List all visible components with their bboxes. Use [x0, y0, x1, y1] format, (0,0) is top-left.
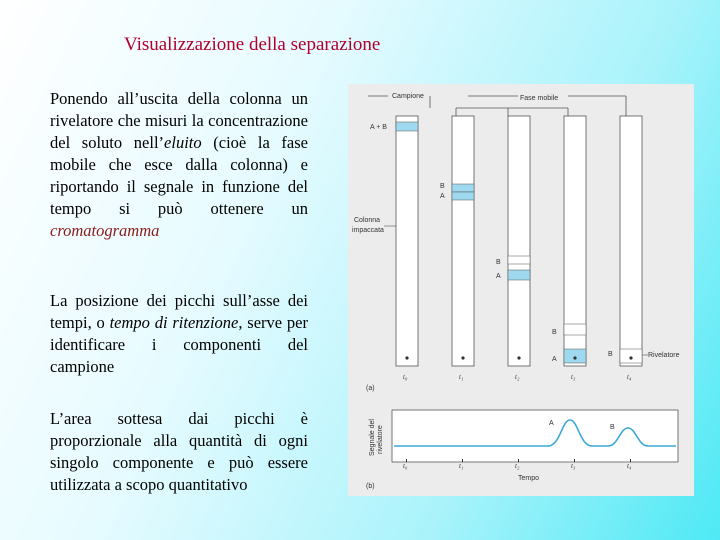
- time-label-b-t3: t₃: [571, 462, 576, 470]
- time-label-a-t4: t₄: [627, 373, 632, 381]
- label-a-t3: A: [552, 356, 557, 363]
- time-label-b-t0: t₀: [403, 462, 408, 470]
- label-a-t1: A: [440, 193, 445, 200]
- time-label-a-t3: t₃: [571, 373, 576, 381]
- panel-b-label: (b): [366, 483, 375, 490]
- axis-label-signal-1: Segnale del: [369, 419, 376, 456]
- columns: [396, 116, 642, 366]
- label-b-t4: B: [608, 351, 613, 358]
- paragraph-retention-time: [50, 290, 308, 378]
- detector-points: [405, 356, 632, 359]
- paragraph-2-segment: tempo di ritenzione: [109, 313, 239, 332]
- label-ab: A + B: [370, 124, 387, 131]
- time-label-a-t1: t₁: [459, 373, 464, 381]
- time-label-b-t1: t₁: [459, 462, 464, 470]
- axis-label-signal-2: rivelatore: [377, 425, 384, 454]
- band-b-t2: [508, 256, 530, 264]
- axis-label-time: Tempo: [518, 475, 540, 482]
- label-packed-column-2: impaccata: [352, 227, 384, 234]
- chromatogram-frame: [392, 410, 678, 462]
- band-a-t2: [508, 270, 530, 280]
- column-t1: [452, 116, 474, 366]
- time-label-b-t4: t₄: [627, 462, 632, 470]
- band-b-t1: [452, 184, 474, 192]
- band-a-t3: [564, 349, 586, 363]
- paragraph-peak-area: [50, 408, 308, 496]
- band-ab: [396, 122, 418, 131]
- label-sample: Campione: [392, 93, 424, 100]
- paragraph-2-segment: La posizione dei picchi sull’asse dei tempi, o: [50, 291, 308, 332]
- time-label-a-t2: t₂: [515, 373, 520, 381]
- time-label-a-t0: t₀: [403, 373, 408, 381]
- paragraph-1-segment: Ponendo all’uscita della colonna un rivelatore che misuri la concentrazione del soluto nell’: [50, 89, 308, 152]
- label-detector: Rivelatore: [648, 352, 680, 359]
- band-b-t4: [620, 349, 642, 363]
- label-b-t1: B: [440, 183, 445, 190]
- paragraph-1-segment: (cioè la fase mobile che esce dalla colonna) e riportando il segnale in funzione del tempo si può ottenere un: [50, 133, 308, 218]
- label-mobile-phase: Fase mobile: [520, 95, 559, 102]
- peak-label-a: A: [549, 420, 554, 427]
- paragraph-1-segment: cromatogramma: [50, 221, 160, 240]
- paragraph-2-segment: , serve per identificare i componenti del campione: [50, 313, 308, 376]
- chromatography-figure: [348, 84, 694, 496]
- slide-title: Visualizzazione della separazione: [124, 34, 381, 55]
- time-label-b-t2: t₂: [515, 462, 520, 470]
- paragraph-detector: [50, 88, 308, 242]
- label-b-t2: B: [496, 259, 501, 266]
- paragraph-3-segment: L’area sottesa dai picchi è proporzionale alla quantità di ogni singolo componente e può essere utilizzata a scopo quantitativo: [50, 409, 308, 494]
- label-a-t2: A: [496, 273, 501, 280]
- column-t4: [620, 116, 642, 366]
- band-b-t3: [564, 324, 586, 335]
- band-a-t1: [452, 192, 474, 200]
- column-t0: [396, 116, 418, 366]
- column-t2: [508, 116, 530, 366]
- panel-a-label: (a): [366, 385, 375, 392]
- label-b-t3: B: [552, 329, 557, 336]
- label-packed-column-1: Colonna: [354, 217, 381, 224]
- chromatography-diagram: [348, 84, 694, 496]
- paragraph-1-segment: eluito: [164, 133, 202, 152]
- peak-label-b: B: [610, 424, 615, 431]
